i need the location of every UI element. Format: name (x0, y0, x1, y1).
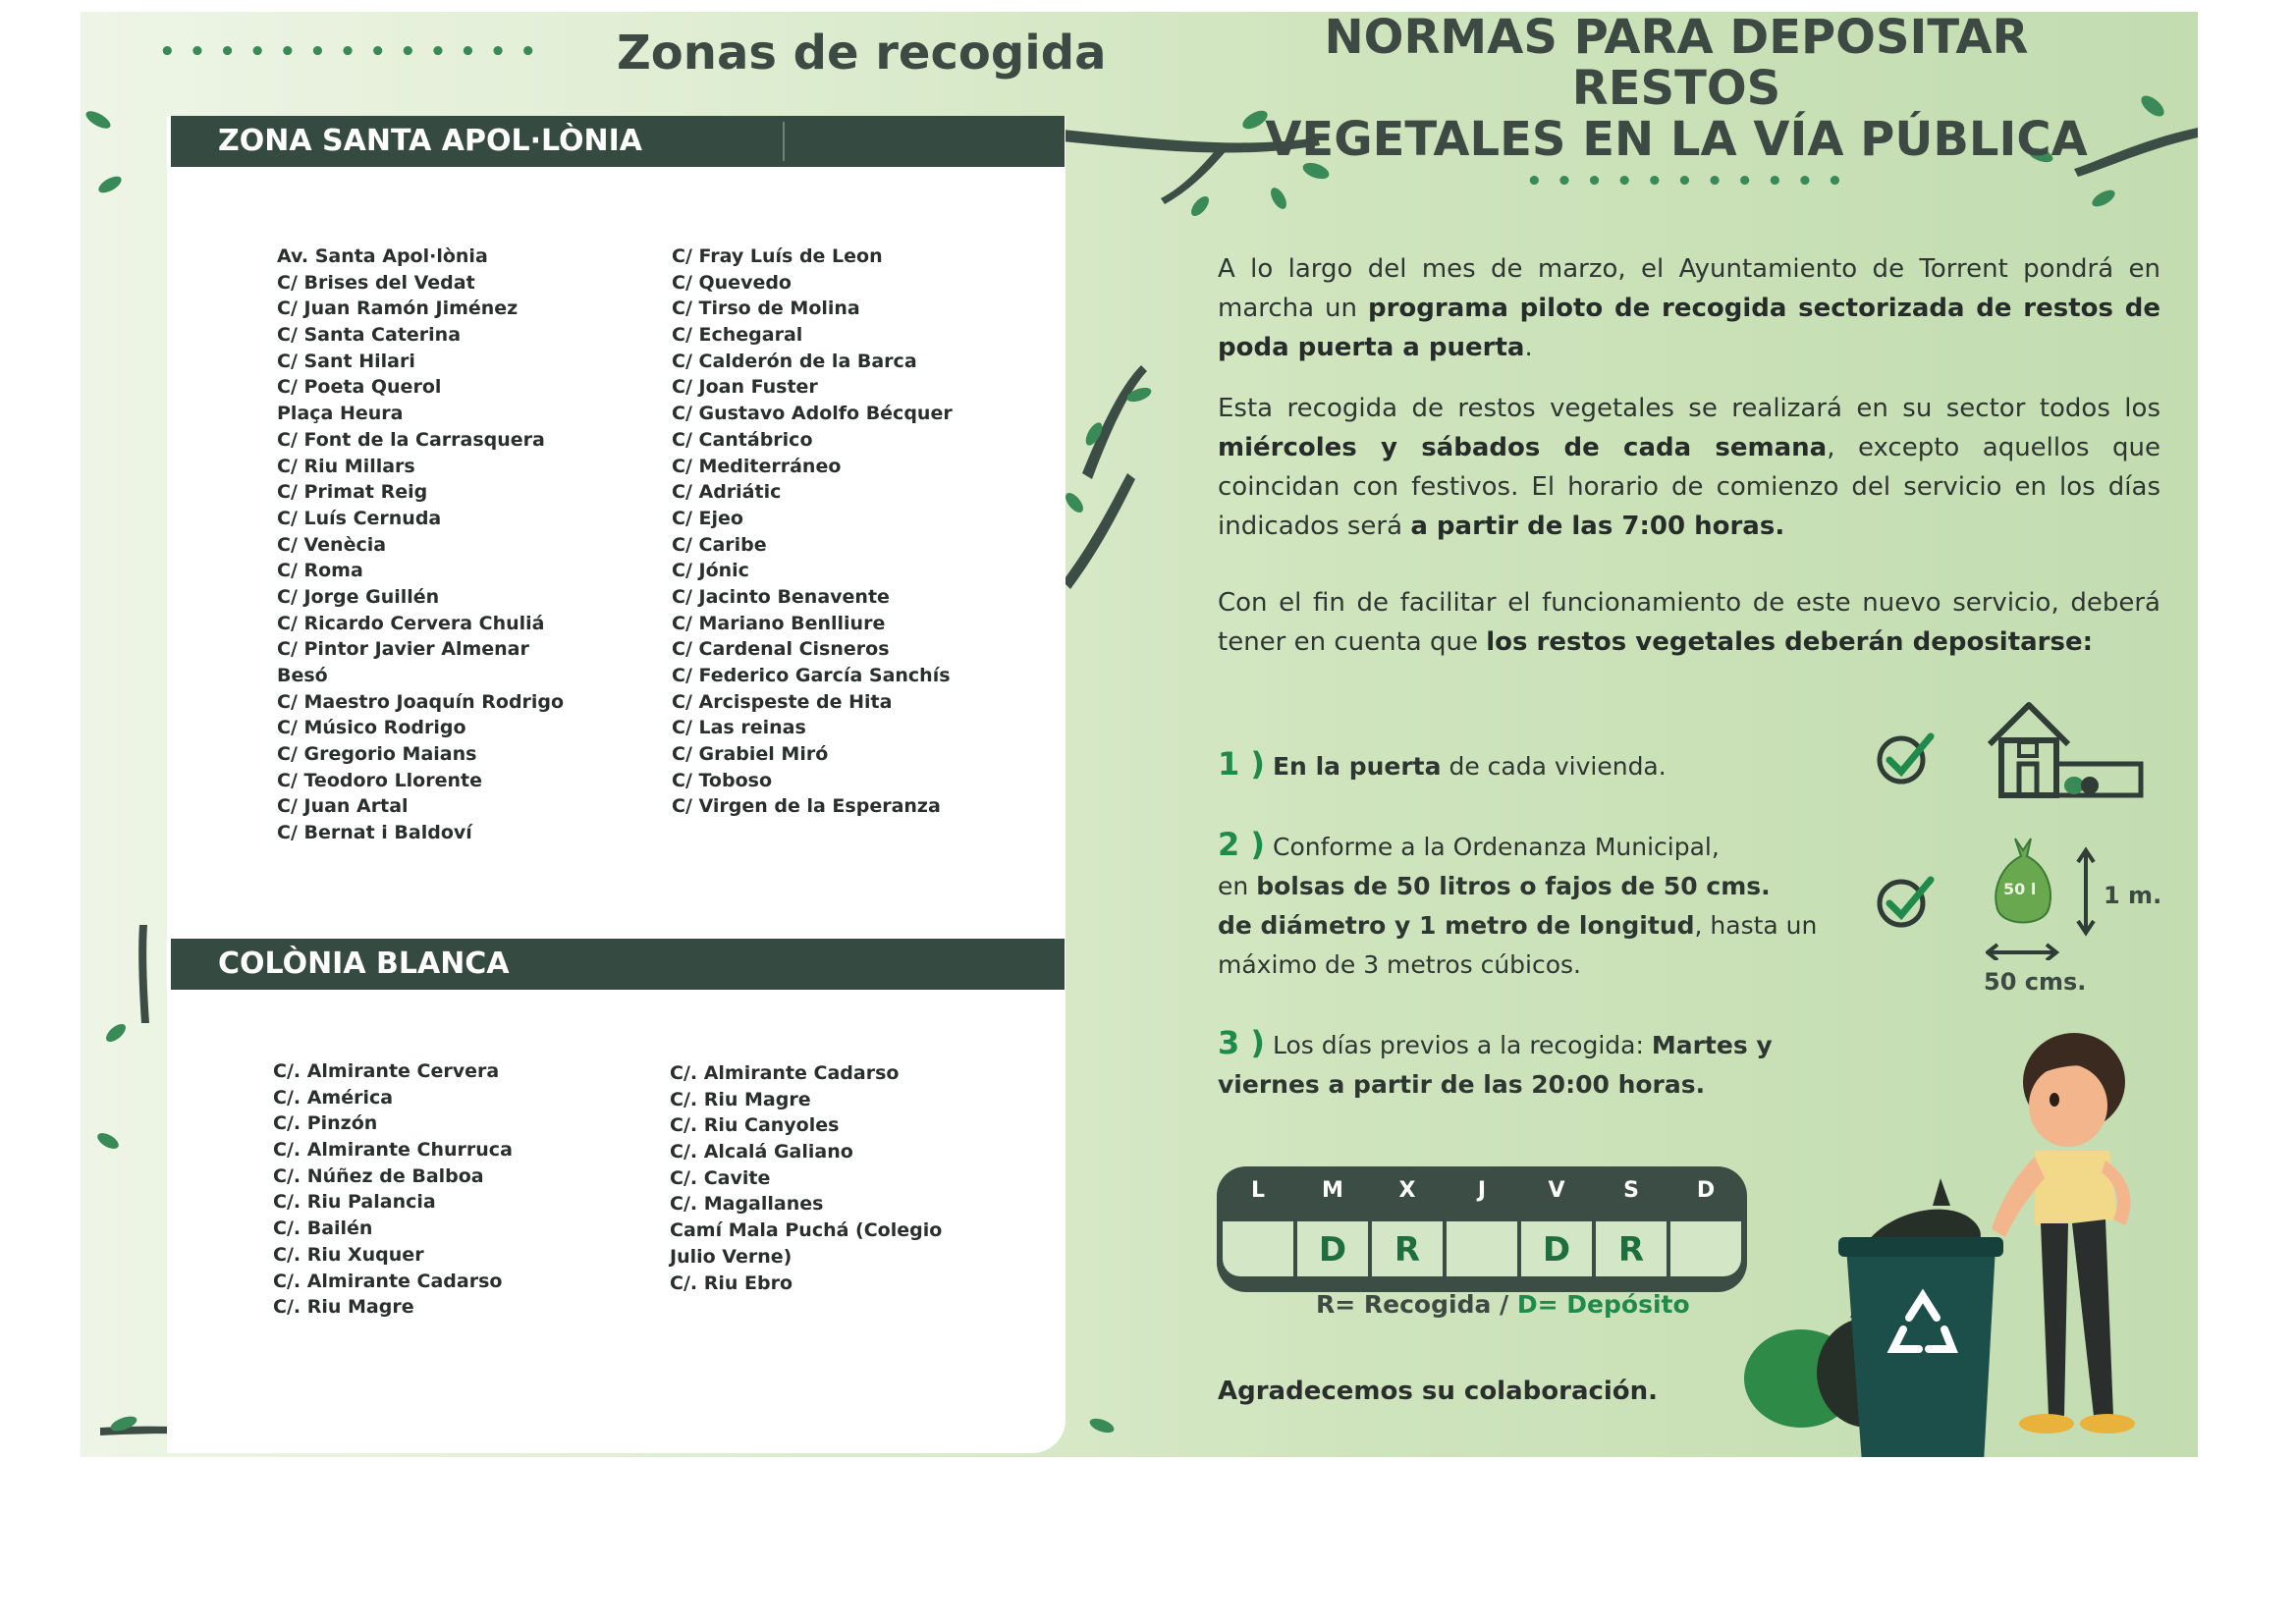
zone-header-santa-apollonia (171, 116, 1065, 167)
list-item: C/ Mediterráneo (672, 455, 842, 477)
rule-number: 2 ) (1218, 826, 1266, 863)
list-item: C/ Poeta Querol (277, 376, 442, 399)
list-item: C/ Quevedo (672, 271, 792, 294)
list-item: C/ Toboso (672, 769, 773, 791)
list-item: C/. Magallanes (670, 1193, 824, 1216)
day-box: D (1297, 1221, 1368, 1276)
list-item: C/ Pintor Javier Almenar (277, 638, 529, 661)
rules-title-line1: NORMAS PARA DEPOSITAR RESTOS (1324, 12, 2029, 116)
list-item: C/ Juan Artal (277, 795, 409, 818)
list-item: C/ Arcispeste de Hita (672, 690, 893, 713)
list-item: C/ Riu Millars (277, 455, 415, 477)
text-bold: a partir de las 7:00 horas. (1410, 512, 1785, 541)
list-item: C/. Pinzón (273, 1112, 378, 1135)
list-item: C/ Teodoro Llorente (277, 769, 482, 791)
list-item: C/ Venècia (277, 533, 387, 556)
list-item: C/ Cardenal Cisneros (672, 638, 890, 661)
text-bold: los restos vegetales deberán depositarse: (1486, 627, 2094, 657)
day-label: S (1623, 1178, 1639, 1203)
week-calendar (1217, 1166, 1747, 1292)
list-item: C/ Primat Reig (277, 481, 428, 504)
text: , excepto aquellos que coincidan con festivos. El horario de comienzo del servicio en los días indicados será (1218, 433, 2161, 541)
text: . (1524, 333, 1533, 362)
thanks-text: Agradecemos su colaboración. (1218, 1377, 1659, 1406)
text-bold: miércoles y sábados de cada semana (1218, 433, 1828, 462)
list-item: C/ Virgen de la Esperanza (672, 795, 941, 818)
dots-divider: ••••••••••••• (159, 37, 551, 67)
rule-1 (1218, 744, 1846, 786)
street-list-colonia-blanca-col2 (670, 1060, 942, 1296)
list-item: C/ Jónic (672, 560, 749, 582)
rules-title-line2: VEGETALES EN LA VÍA PÚBLICA (1265, 112, 2088, 167)
list-item: C/. América (273, 1086, 394, 1109)
day-box: D (1521, 1221, 1592, 1276)
list-item: C/ Calderón de la Barca (672, 350, 917, 372)
rule-2 (1218, 825, 1846, 985)
list-item: C/. Riu Xuquer (273, 1243, 424, 1266)
rule-number: 1 ) (1218, 745, 1266, 783)
calendar-legend (1316, 1290, 1690, 1319)
list-item: C/ Grabiel Miró (672, 743, 829, 766)
text-bold: bolsas de 50 litros o fajos de 50 cms. (1256, 872, 1771, 900)
list-item: C/ Font de la Carrasquera (277, 428, 545, 451)
street-list-santa-apollonia-col1 (277, 243, 564, 846)
divider (783, 122, 785, 161)
list-item: C/ Jacinto Benavente (672, 585, 890, 608)
list-item: C/ Joan Fuster (672, 376, 818, 399)
text: en (1218, 872, 1257, 900)
text: máximo de 3 metros cúbicos. (1218, 950, 1582, 979)
zone-header-colonia-blanca (171, 939, 1065, 990)
list-item: C/ Gustavo Adolfo Bécquer (672, 403, 953, 425)
list-item: C/ Maestro Joaquín Rodrigo (277, 690, 565, 713)
list-item: C/ Luís Cernuda (277, 507, 442, 529)
house-icon (1980, 695, 2147, 803)
list-item: C/ Juan Ramón Jiménez (277, 298, 519, 320)
boy-recycling-illustration (1740, 1023, 2172, 1457)
rule-number: 3 ) (1218, 1024, 1266, 1061)
legend-recogida: R= Recogida (1316, 1290, 1492, 1319)
list-item: C/. Alcalá Galiano (670, 1141, 853, 1163)
intro-paragraph (1218, 249, 2160, 367)
day-label: J (1477, 1178, 1487, 1203)
list-item: C/ Mariano Benlliure (672, 612, 886, 634)
zone-name: ZONA SANTA APOL·LÒNIA (218, 124, 643, 158)
list-item: C/ Roma (277, 560, 363, 582)
list-item: C/ Sant Hilari (277, 350, 415, 372)
list-item: C/ Bernat i Baldoví (277, 822, 472, 844)
list-item: C/. Riu Magre (273, 1296, 414, 1319)
width-label: 50 cms. (1984, 968, 2087, 996)
list-item: C/ Ejeo (672, 507, 743, 529)
street-list-santa-apollonia-col2 (672, 243, 953, 820)
list-item: Besó (277, 665, 328, 686)
list-item: C/ Caribe (672, 533, 767, 556)
day-box: R (1596, 1221, 1667, 1276)
day-box (1223, 1221, 1293, 1276)
text-bold: En la puerta (1272, 752, 1442, 781)
zones-title: Zonas de recogida (617, 26, 1107, 81)
text-bold: programa piloto de recogida sectorizada de restos de poda puerta a puerta (1218, 294, 2160, 362)
list-item: C/. Almirante Cadarso (670, 1062, 900, 1084)
day-label: V (1548, 1178, 1565, 1203)
text: de cada vivienda. (1441, 752, 1667, 781)
day-label: M (1322, 1178, 1343, 1203)
schedule-paragraph (1218, 389, 2160, 546)
list-item: C/ Músico Rodrigo (277, 717, 466, 739)
list-item: C/ Ricardo Cervera Chuliá (277, 612, 545, 634)
list-item: C/. Riu Magre (670, 1088, 811, 1110)
list-item: Plaça Heura (277, 403, 404, 425)
text: A lo largo del mes de marzo, el Ayuntamiento de Torrent pondrá en marcha un (1218, 254, 2160, 323)
height-label: 1 m. (2104, 882, 2162, 909)
list-item: C/. Núñez de Balboa (273, 1164, 484, 1187)
list-item: C/ Fray Luís de Leon (672, 245, 883, 267)
list-item: C/. Almirante Churruca (273, 1139, 513, 1162)
list-item: C/. Almirante Cervera (273, 1060, 500, 1082)
day-box (1447, 1221, 1517, 1276)
list-item: C/. Riu Palancia (273, 1191, 436, 1214)
list-item: C/. Almirante Cadarso (273, 1270, 503, 1292)
check-icon (1874, 727, 1942, 785)
check-icon (1874, 870, 1942, 929)
list-item: C/. Riu Ebro (670, 1271, 793, 1294)
list-item: C/ Las reinas (672, 717, 806, 739)
list-item: C/ Federico García Sanchís (672, 665, 951, 686)
flyer-sheet (81, 12, 2198, 1457)
text-bold: de diámetro y 1 metro de longitud (1218, 911, 1695, 940)
bag-volume-label: 50 l (2003, 880, 2037, 898)
zone-name: COLÒNIA BLANCA (218, 947, 510, 981)
list-item: C/ Santa Caterina (277, 324, 462, 347)
list-item: C/ Jorge Guillén (277, 585, 440, 608)
text: Con el fin de facilitar el funcionamiento de este nuevo servicio, deberá tener en cuenta que (1218, 588, 2160, 657)
text: Esta recogida de restos vegetales se realizará en su sector todos los (1218, 394, 2160, 423)
street-list-colonia-blanca-col1 (273, 1058, 513, 1321)
list-item: C/. Bailén (273, 1217, 373, 1240)
list-item: C/ Tirso de Molina (672, 298, 860, 320)
dots-divider: ••••••••••• (1526, 167, 1857, 196)
day-label: D (1696, 1178, 1716, 1203)
instructions-paragraph (1218, 583, 2160, 662)
list-item: C/ Cantábrico (672, 428, 813, 451)
day-label: X (1398, 1178, 1416, 1203)
text: , hasta un (1694, 911, 1818, 940)
list-item: C/ Brises del Vedat (277, 271, 475, 294)
list-item: C/ Adriátic (672, 481, 782, 504)
legend-separator: / (1491, 1290, 1517, 1319)
day-box: R (1372, 1221, 1443, 1276)
list-item: Julio Verne) (670, 1245, 793, 1268)
rules-title (1220, 12, 2133, 165)
list-item: Camí Mala Puchá (Colegio (670, 1219, 943, 1242)
text: Los días previos a la recogida: (1272, 1031, 1652, 1059)
list-item: C/ Gregorio Maians (277, 743, 477, 766)
text-bold: viernes a partir de las 20:00 horas. (1218, 1070, 1706, 1099)
list-item: C/ Echegaral (672, 324, 803, 347)
text: Conforme a la Ordenanza Municipal, (1272, 833, 1720, 861)
day-label: L (1250, 1178, 1266, 1203)
list-item: C/. Riu Canyoles (670, 1114, 840, 1137)
text-bold: Martes y (1651, 1031, 1773, 1059)
list-item: C/. Cavite (670, 1166, 771, 1189)
day-box (1670, 1221, 1741, 1276)
legend-deposito: D= Depósito (1516, 1290, 1690, 1319)
list-item: Av. Santa Apol·lònia (277, 245, 488, 267)
